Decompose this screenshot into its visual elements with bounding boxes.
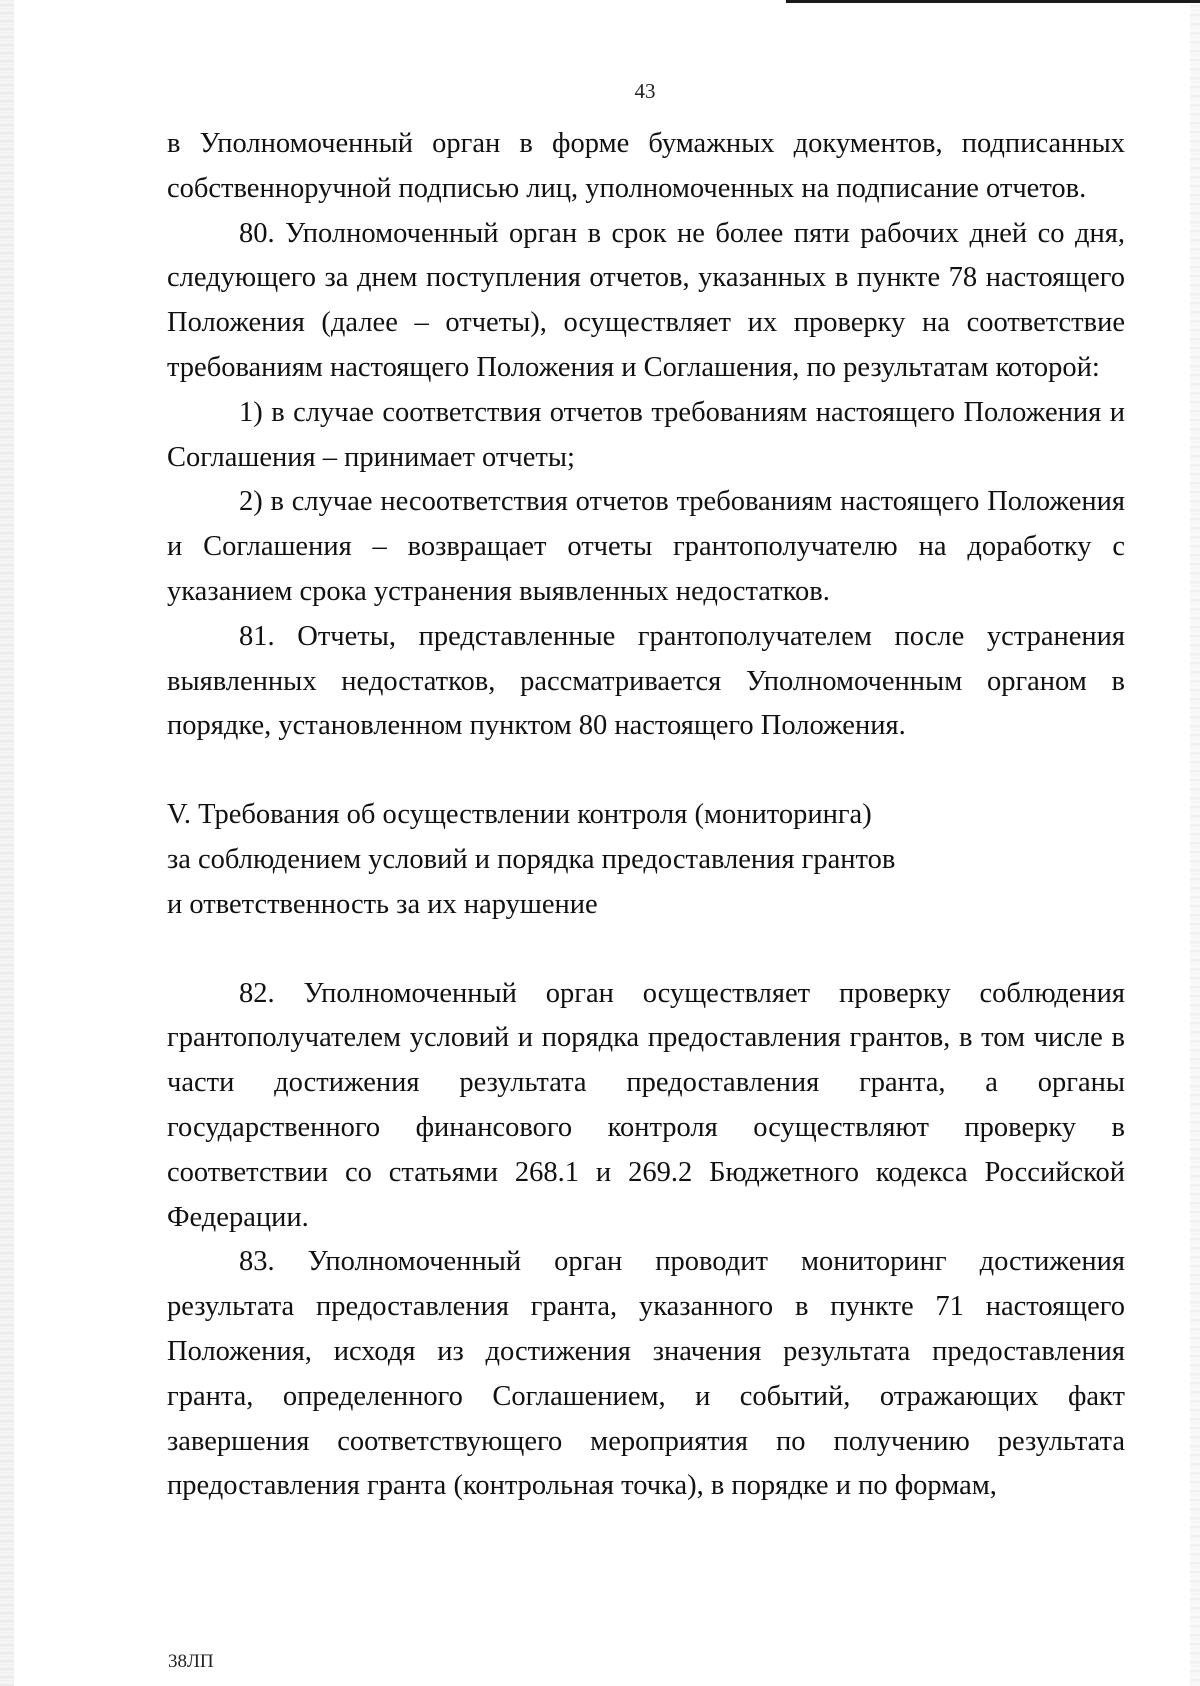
scan-edge-right (1190, 0, 1200, 1686)
paragraph-81: 81. Отчеты, представленные грантополучателем после устранения выявленных недостатков, рассматривается Уполномоченным органом в порядке, установленном пунктом 80 настоящего Положения. (167, 620, 1125, 742)
paragraph-80: 80. Уполномоченный орган в срок не более пяти рабочих дней со дня, следующего за днем поступления отчетов, указанных в пункте 78 настоящего Положения (далее – отчеты), осуществляет их проверку на соответствие требованиям настоящего Положения и Соглашения, по результатам которой: (167, 217, 1125, 383)
page-number: 43 (634, 79, 656, 103)
scan-top-border-line (786, 0, 1200, 3)
paragraph-83: 83. Уполномоченный орган проводит мониторинг достижения результата предоставления гранта, указанного в пункте 71 настоящего Положения, исходя из достижения значения результата предоставления гранта, определенного Соглашением, и событий, отражающих факт завершения соответствующего мероприятия по получению результата предоставления гранта (контрольная точка), в порядке и по формам, (167, 1246, 1125, 1502)
footer-document-code: 38ЛП (168, 1651, 214, 1672)
section-heading-line-1: V. Требования об осуществлении контроля (мониторинга) (167, 799, 872, 831)
paragraph-continuation: в Уполномоченный орган в форме бумажных документов, подписанных собственноручной подписью лиц, уполномоченных на подписание отчетов. (167, 128, 1125, 204)
section-heading (167, 793, 1125, 927)
scan-edge-left (0, 0, 14, 1686)
paragraph-80-item-1: 1) в случае соответствия отчетов требованиям настоящего Положения и Соглашения – принимает отчеты; (167, 396, 1125, 473)
paragraph-82: 82. Уполномоченный орган осуществляет проверку соблюдения грантополучателем условий и порядка предоставления грантов, в том числе в части достижения результата предоставления гранта, а органы государственного финансового контроля осуществляют проверку в соответствии со статьями 268.1 и 269.2 Бюджетного кодекса Российской Федерации. (167, 977, 1125, 1233)
document-body (167, 122, 1125, 1509)
section-heading-line-3: и ответственность за их нарушение (167, 888, 598, 920)
paragraph-80-item-2: 2) в случае несоответствия отчетов требованиям настоящего Положения и Соглашения – возвращает отчеты грантополучателю на доработку с указанием срока устранения выявленных недостатков. (167, 486, 1125, 607)
section-heading-line-2: за соблюдением условий и порядка предоставления грантов (167, 843, 896, 875)
